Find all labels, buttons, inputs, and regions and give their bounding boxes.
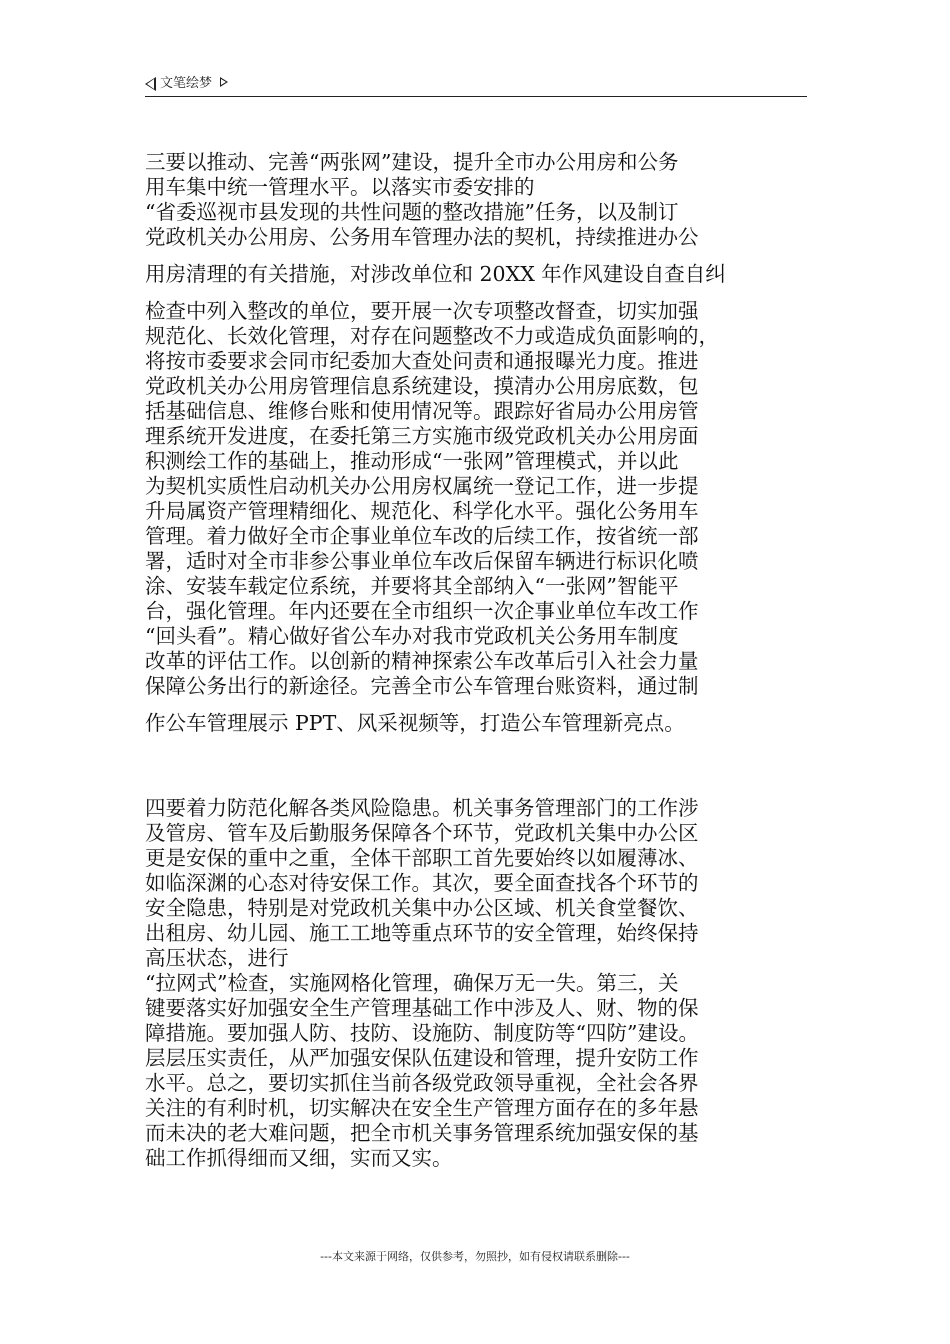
paragraph-line: 为契机实质性启动机关办公用房权属统一登记工作，进一步提 <box>145 474 699 498</box>
paragraph-line: 高压状态，进行 <box>145 946 289 970</box>
paragraph-line: 保障公务出行的新途径。完善全市公车管理台账资料，通过制 <box>145 674 699 698</box>
paragraph-line: “拉网式”检查，实施网格化管理，确保万无一失。第三，关 <box>145 971 679 995</box>
paragraph-line: 三要以推动、完善“两张网”建设，提升全市办公用房和公务 <box>145 150 679 174</box>
paragraph-line: 理系统开发进度，在委托第三方实施市级党政机关办公用房面 <box>145 424 699 448</box>
paragraph-line: 水平。总之，要切实抓住当前各级党政领导重视，全社会各界 <box>145 1071 699 1095</box>
paragraph-line: 及管房、管车及后勤服务保障各个环节，党政机关集中办公区 <box>145 821 699 845</box>
paragraph-line: 关注的有利时机，切实解决在安全生产管理方面存在的多年悬 <box>145 1096 699 1120</box>
paragraph-line: 作公车管理展示 PPT、风采视频等，打造公车管理新亮点。 <box>145 711 685 735</box>
paragraph-line: 而未决的老大难问题，把全市机关事务管理系统加强安保的基 <box>145 1121 699 1145</box>
paragraph-line: 升局属资产管理精细化、规范化、科学化水平。强化公务用车 <box>145 499 699 523</box>
paragraph-line: 用车集中统一管理水平。以落实市委安排的 <box>145 175 535 199</box>
paragraph-line: 础工作抓得细而又细，实而又实。 <box>145 1146 453 1170</box>
left-triangle-icon <box>145 77 156 91</box>
paragraph-line: 将按市委要求会同市纪委加大查处问责和通报曝光力度。推进 <box>145 349 699 373</box>
header-brand: 文笔绘梦 <box>160 76 213 91</box>
paragraph-line: 如临深渊的心态对待安保工作。其次，要全面查找各个环节的 <box>145 871 699 895</box>
paragraph-four <box>145 796 813 1171</box>
paragraph-line: 管理。着力做好全市企事业单位车改的后续工作，按省统一部 <box>145 524 699 548</box>
paragraph-line: 改革的评估工作。以创新的精神探索公车改革后引入社会力量 <box>145 649 699 673</box>
page-header <box>145 74 807 97</box>
paragraph-line: 四要着力防范化解各类风险隐患。机关事务管理部门的工作涉 <box>145 796 699 820</box>
document-body <box>145 150 813 1171</box>
paragraph-line: 规范化、长效化管理，对存在问题整改不力或造成负面影响的， <box>145 324 719 348</box>
paragraph-line: 党政机关办公用房、公务用车管理办法的契机，持续推进办公 <box>145 225 699 249</box>
paragraph-line: “回头看”。精心做好省公车办对我市党政机关公务用车制度 <box>145 624 679 648</box>
paragraph-line: 积测绘工作的基础上，推动形成“一张网”管理模式，并以此 <box>145 449 679 473</box>
paragraph-line: 键要落实好加强安全生产管理基础工作中涉及人、财、物的保 <box>145 996 699 1020</box>
paragraph-line: 涂、安装车载定位系统，并要将其全部纳入“一张网”智能平 <box>145 574 679 598</box>
paragraph-line: 安全隐患，特别是对党政机关集中办公区域、机关食堂餐饮、 <box>145 896 699 920</box>
section-spacer <box>145 736 813 796</box>
paragraph-line: 党政机关办公用房管理信息系统建设，摸清办公用房底数，包 <box>145 374 699 398</box>
paragraph-line: 检查中列入整改的单位，要开展一次专项整改督查，切实加强 <box>145 299 699 323</box>
paragraph-line: 台，强化管理。年内还要在全市组织一次企事业单位车改工作 <box>145 599 699 623</box>
paragraph-line: 出租房、幼儿园、施工工地等重点环节的安全管理，始终保持 <box>145 921 699 945</box>
right-triangle-icon <box>220 77 228 87</box>
paragraph-three <box>145 150 813 736</box>
paragraph-line: 障措施。要加强人防、技防、设施防、制度防等“四防”建设。 <box>145 1021 699 1045</box>
paragraph-line: “省委巡视市县发现的共性问题的整改措施”任务，以及制订 <box>145 200 679 224</box>
paragraph-line: 层层压实责任，从严加强安保队伍建设和管理，提升安防工作 <box>145 1046 699 1070</box>
footer-disclaimer: ---本文来源于网络，仅供参考，勿照抄，如有侵权请联系删除--- <box>320 1250 630 1263</box>
paragraph-line: 更是安保的重中之重，全体干部职工首先要始终以如履薄冰、 <box>145 846 699 870</box>
paragraph-line: 括基础信息、维修台账和使用情况等。跟踪好省局办公用房管 <box>145 399 699 423</box>
paragraph-line: 用房清理的有关措施，对涉改单位和 20XX 年作风建设自查自纠 <box>145 262 726 286</box>
paragraph-line: 署，适时对全市非参公事业单位车改后保留车辆进行标识化喷 <box>145 549 699 573</box>
